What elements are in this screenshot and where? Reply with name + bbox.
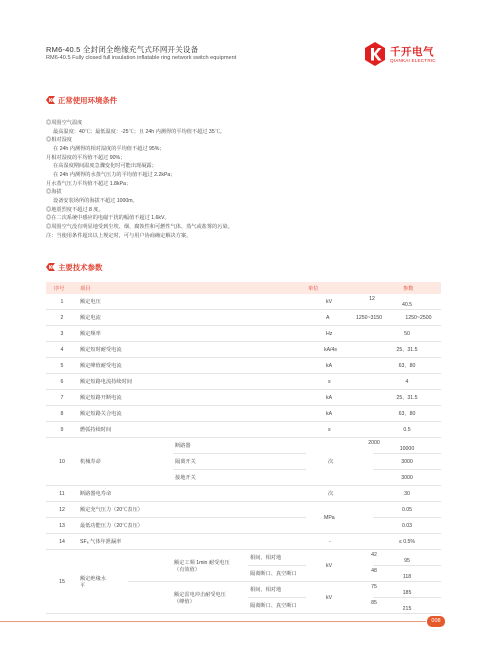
row-no: 4	[46, 342, 78, 358]
value-12kv: 12	[369, 295, 375, 302]
row-values	[373, 566, 441, 582]
env-line: 在高湿度期间温度急骤变化时可能出现凝露；	[53, 163, 157, 170]
value-40kv: 185	[402, 589, 412, 596]
row-no: 6	[46, 374, 78, 390]
env-line: ◎周围空气温度	[46, 120, 83, 126]
env-section-title	[46, 95, 117, 106]
spec-table	[46, 282, 441, 614]
row-subitem: 接地开关	[173, 470, 306, 486]
row-no: 11	[46, 486, 78, 502]
logo-name-en: QIANKAI ELECTRIC	[390, 58, 436, 63]
row-item: 最低功能压力（20℃表压）	[78, 518, 306, 534]
row-value: 63、80	[373, 406, 441, 422]
table-row	[46, 374, 441, 390]
env-line: ◎地震烈度不超过 8 度。	[46, 206, 104, 213]
env-line: 月相对湿度的平均值不超过 90%；	[46, 154, 126, 161]
header-item: 项目	[78, 282, 306, 294]
row-unit: kV	[306, 294, 373, 310]
value-40kv: 10000	[399, 445, 415, 452]
row-values	[373, 598, 441, 614]
table-row	[46, 326, 441, 342]
row-unit: kA/4s	[306, 342, 373, 358]
row-unit: kA	[306, 358, 373, 374]
table-row	[46, 534, 441, 550]
row-unit: 次	[306, 438, 373, 486]
row-unit: MPa	[306, 502, 373, 534]
row-no: 10	[46, 438, 78, 486]
row-subitem: 隔离开关	[173, 454, 306, 470]
row-unit: s	[306, 374, 373, 390]
row-value: 50	[373, 326, 441, 342]
table-header-row	[46, 282, 441, 294]
env-line: 月水蒸气压力平均值不超过 1.8kPa；	[46, 180, 132, 187]
row-item: 额定短路关合电流	[78, 406, 306, 422]
value-12kv: 42	[371, 551, 377, 558]
row-item: 额定电压	[78, 294, 306, 310]
row-no: 7	[46, 390, 78, 406]
value-12kv: 75	[371, 583, 377, 590]
row-value: 0.5	[373, 422, 441, 438]
row-no: 3	[46, 326, 78, 342]
row-value: 3000	[373, 470, 441, 486]
env-line: 最高温度：40℃；最低温度：-25℃；且 24h 内测得的平均值不超过 35℃。	[53, 128, 226, 135]
footer-rule	[0, 621, 426, 622]
env-line: ◎周围空气没有明显地受到尘埃、烟、腐蚀性和可燃性气体、蒸气或盐雾的污染。	[46, 223, 233, 230]
spec-section-label: 主要技术参数	[58, 263, 103, 272]
row-item: 额定电流	[78, 310, 306, 326]
section-bullet-icon	[46, 263, 55, 271]
row-item: SF₆ 气体年泄漏率	[78, 534, 306, 550]
row-item: 额定充气压力（20℃表压）	[78, 502, 306, 518]
row-subitem: 隔离断口、真空断口	[248, 598, 306, 614]
row-unit: A	[306, 310, 373, 326]
table-row	[46, 518, 441, 534]
row-no: 9	[46, 422, 78, 438]
table-row	[46, 358, 441, 374]
row-subitem: 相间、相对地	[248, 582, 306, 598]
row-value: 0.03	[373, 518, 441, 534]
row-values	[368, 438, 441, 454]
row-item: 机械寿命	[78, 438, 173, 486]
row-item: 燃弧持续时间	[78, 422, 306, 438]
row-value: 63、80	[373, 358, 441, 374]
table-row	[46, 486, 441, 502]
logo-mark-icon	[363, 41, 387, 67]
env-line: ◎相对湿度	[46, 137, 72, 144]
row-subitem: 相间、相对地	[248, 550, 306, 566]
spec-section-title	[46, 262, 102, 273]
value-12kv: 1250~3150	[355, 314, 383, 321]
company-logo	[363, 41, 443, 69]
table-row	[46, 310, 441, 326]
row-no: 12	[46, 502, 78, 518]
row-value: 0.05	[373, 502, 441, 518]
value-12kv: 85	[371, 599, 377, 606]
row-values	[369, 294, 441, 310]
row-values	[373, 582, 441, 598]
row-unit: kA	[306, 406, 373, 422]
row-unit: kV	[306, 550, 373, 582]
row-item: 断路器电寿命	[78, 486, 306, 502]
row-subgroup: 额定雷电冲击耐受电压（峰值）	[128, 582, 248, 614]
row-item: 额定短时耐受电流	[78, 342, 306, 358]
env-line: ◎在二次系统中感应的电磁干扰的幅值不超过 1.6kV。	[46, 215, 170, 222]
row-subitem: 断路器	[173, 438, 306, 454]
row-unit: -	[306, 534, 373, 550]
env-section-label: 正常使用环境条件	[58, 96, 118, 105]
row-unit: kA	[306, 390, 373, 406]
row-value: 25、31.5	[373, 342, 441, 358]
value-12kv: 2000	[368, 439, 380, 446]
row-values	[373, 550, 441, 566]
row-value: ≤ 0.5%	[373, 534, 441, 550]
row-item: 额定绝缘水平	[78, 550, 128, 614]
doc-title-cn: RM6-40.5 全封闭全绝缘充气式环网开关设备	[46, 45, 199, 54]
row-subgroup: 额定工频 1min 耐受电压（有效值）	[128, 550, 248, 582]
row-no: 5	[46, 358, 78, 374]
value-12kv: 48	[371, 567, 377, 574]
row-no: 14	[46, 534, 78, 550]
row-item: 额定短路开断电流	[78, 390, 306, 406]
table-row	[46, 406, 441, 422]
table-row	[46, 502, 441, 518]
row-subitem: 隔离断口、真空断口	[248, 566, 306, 582]
row-values	[355, 310, 441, 326]
doc-title-en: RM6-40.5 Fully closed full insulation inflatable ring network switch equipment	[46, 55, 237, 61]
header-unit: 单位	[306, 282, 373, 294]
row-value: 4	[373, 374, 441, 390]
value-40kv: 95	[404, 557, 410, 564]
page-number: 008	[427, 616, 445, 627]
row-value: 25、31.5	[373, 390, 441, 406]
table-row	[46, 342, 441, 358]
env-line: 在 24h 内测得的相对湿度的平均值不超过 95%；	[53, 145, 165, 152]
row-value: 3000	[373, 454, 441, 470]
env-line: 设备安装场所的海拔不超过 1000m。	[53, 197, 138, 204]
row-item: 额定频率	[78, 326, 306, 342]
env-line: ◎海拔	[46, 189, 62, 196]
logo-name-cn: 千开电气	[390, 46, 434, 58]
value-40kv: 215	[402, 605, 412, 612]
row-unit: kV	[306, 582, 373, 614]
row-no: 15	[46, 550, 78, 614]
value-40kv: 40.5	[401, 301, 413, 308]
row-unit: 次	[306, 486, 373, 502]
table-row	[46, 438, 441, 454]
row-no: 2	[46, 310, 78, 326]
row-item: 额定峰值耐受电流	[78, 358, 306, 374]
value-40kv: 1250~2500	[405, 314, 432, 321]
row-no: 8	[46, 406, 78, 422]
table-row	[46, 390, 441, 406]
table-row	[46, 294, 441, 310]
table-row	[46, 550, 441, 566]
section-bullet-icon	[46, 96, 55, 104]
header-params: 参数	[373, 282, 441, 294]
row-item: 额定短路电流持续时间	[78, 374, 306, 390]
row-value: 30	[373, 486, 441, 502]
env-conditions-list	[46, 119, 446, 240]
row-no: 1	[46, 294, 78, 310]
env-line: 在 24h 内测得的水蒸气压力的平均值不超过 2.2kPa；	[53, 171, 176, 178]
env-line: 注：当使用条件超出以上规定时，可与用户协商确定解决方案。	[46, 232, 192, 239]
row-unit: Hz	[306, 326, 373, 342]
row-unit: s	[306, 422, 373, 438]
header-no: 序号	[46, 282, 78, 294]
table-row	[46, 422, 441, 438]
value-40kv: 118	[402, 573, 412, 580]
row-no: 13	[46, 518, 78, 534]
